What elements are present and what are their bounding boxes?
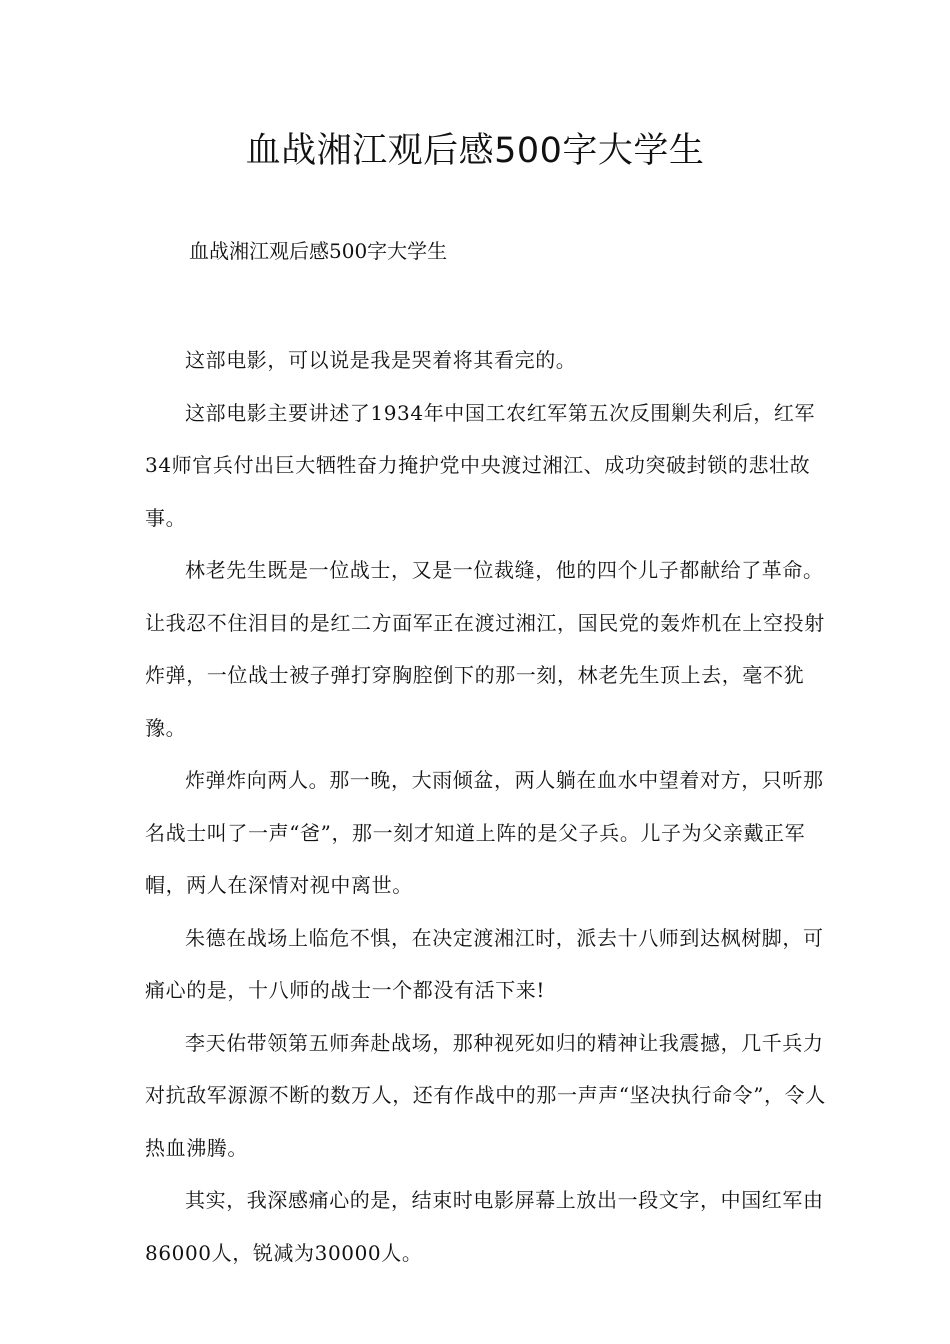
paragraph-7: 其实，我深感痛心的是，结束时电影屏幕上放出一段文字，中国红军由86000人，锐减为30000人。 [145,1188,824,1265]
paragraph-6: 李天佑带领第五师奔赴战场，那种视死如归的精神让我震撼，几千兵力对抗敌军源源不断的数万人，还有作战中的那一声声“坚决执行命令”，令人热血沸腾。 [145,1030,826,1160]
paragraph-2: 这部电影主要讲述了1934年中国工农红军第五次反围剿失利后，红军34师官兵付出巨大牺牲奋力掩护党中央渡过湘江、成功突破封锁的悲壮故事。 [145,400,816,530]
document-body [145,334,833,1279]
document-subtitle: 血战湘江观后感500字大学生 [189,239,448,263]
paragraph-3: 林老先生既是一位战士，又是一位裁缝，他的四个儿子都献给了革命。让我忍不住泪目的是红二方面军正在渡过湘江，国民党的轰炸机在上空投射炸弹，一位战士被子弹打穿胸腔倒下的那一刻，林老先生顶上去，毫不犹豫。 [145,558,825,740]
paragraph-4: 炸弹炸向两人。那一晚，大雨倾盆，两人躺在血水中望着对方，只听那名战士叫了一声“爸”，那一刻才知道上阵的是父子兵。儿子为父亲戴正军帽，两人在深情对视中离世。 [145,768,824,897]
document-title: 血战湘江观后感500字大学生 [245,131,705,171]
paragraph-5: 朱德在战场上临危不惧，在决定渡湘江时，派去十八师到达枫树脚，可痛心的是，十八师的战士一个都没有活下来! [145,925,824,1002]
paragraph-1: 这部电影，可以说是我是哭着将其看完的。 [185,348,577,372]
